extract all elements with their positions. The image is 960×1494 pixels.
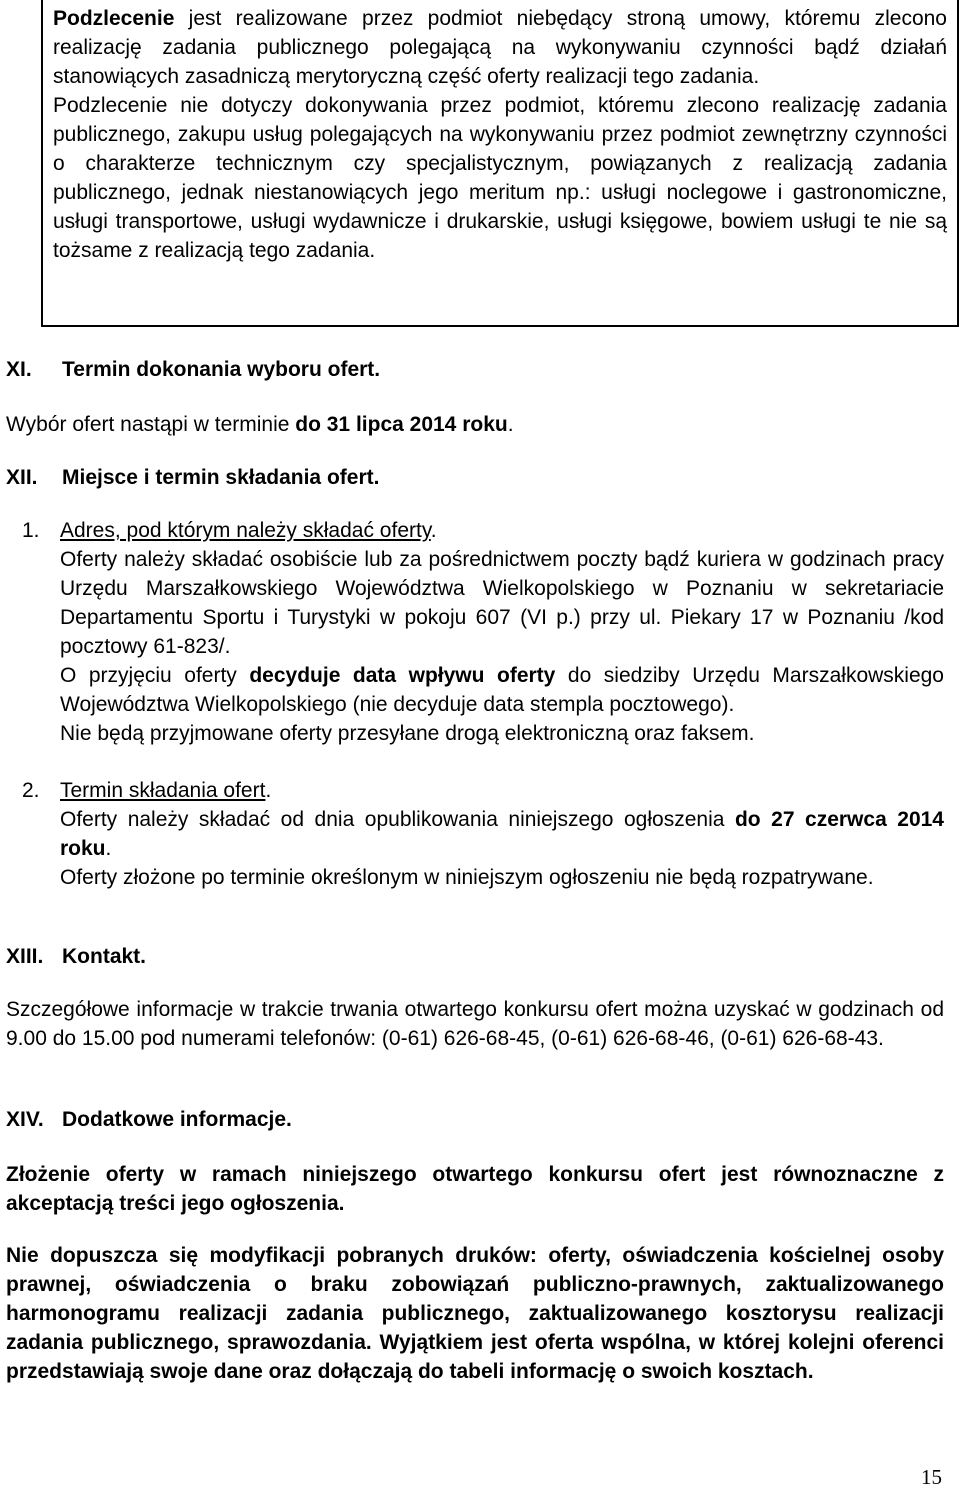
section-14-heading (6, 1105, 292, 1134)
page-number: 15 (921, 1465, 942, 1489)
list-item-2-body (60, 776, 944, 892)
s14-p1: Złożenie oferty w ramach niniejszego otwartego konkursu ofert jest równoznaczne z akceptacją treści jego ogłoszenia. (6, 1163, 944, 1215)
section-14-title: Dodatkowe informacje. (62, 1108, 292, 1131)
s11-date: do 31 lipca 2014 roku (295, 413, 508, 436)
section-13-title: Kontakt. (62, 945, 146, 968)
section-11-title: Termin dokonania wyboru ofert. (62, 358, 381, 381)
section-12-number: XII. (6, 466, 38, 489)
li1-p2-a: O przyjęciu oferty (60, 664, 250, 687)
list-item-1-heading: Adres, pod którym należy składać oferty (60, 519, 431, 542)
li2-p1-date: do 27 czerwca 2014 roku (60, 808, 944, 860)
box-paragraph-1 (53, 4, 947, 91)
section-14-p2 (6, 1241, 944, 1386)
li1-dot: . (430, 519, 437, 542)
box-paragraph-2: Podzlecenie nie dotyczy dokonywania przez podmiot, któremu zlecono realizację zadania publicznego, zakupu usług polegających na wykonywaniu przez podmiot zewnętrzny czynności o charakterze technicznym czy specjalistycznym, powiązanych z realizacją zadania publicznego, jednak niestanowiących jego meritum np.: usługi noclegowe i gastronomiczne, usługi transportowe, usługi wydawnicze i drukarskie, usługi księgowe, bowiem usługi te nie są tożsame z realizacją tego zadania. (53, 94, 947, 262)
list-item-2-p2: Oferty złożone po terminie określonym w niniejszym ogłoszeniu nie będą rozpatrywane. (60, 866, 874, 889)
section-14-p1 (6, 1160, 944, 1218)
section-13-text (6, 995, 944, 1053)
podzlecenie-box (41, 0, 959, 327)
box-p1-bold: Podzlecenie (53, 7, 175, 30)
list-item-2-heading: Termin składania ofert (60, 779, 266, 802)
list-item-2-number: 2. (22, 779, 40, 802)
s14-p2: Nie dopuszcza się modyfikacji pobranych druków: oferty, oświadczenia kościelnej osoby prawnej, oświadczenia o braku zobowiązań publiczno-prawnych, zaktualizowanego harmonogramu realizacji zadania publicznego, zaktualizowanego kosztorysu realizacji zadania publicznego, sprawozdania. Wyjątkiem jest oferta wspólna, w której kolejni oferenci przedstawiają swoje dane oraz dołączają do tabeli informację o swoich kosztach. (6, 1244, 944, 1383)
list-item-1-p3: Nie będą przyjmowane oferty przesyłane drogą elektroniczną oraz faksem. (60, 722, 755, 745)
list-item-1-body (60, 516, 944, 748)
section-12-heading (6, 463, 379, 492)
section-11-number: XI. (6, 358, 32, 381)
li1-p2-bold: decyduje data wpływu oferty (249, 664, 556, 687)
section-11-heading (6, 355, 380, 384)
s13-text: Szczegółowe informacje w trakcie trwania otwartego konkursu ofert można uzyskać w godzinach od 9.00 do 15.00 pod numerami telefonów: (0-61) 626-68-45, (0-61) 626-68-46, (0-61) 626-68-43. (6, 998, 944, 1050)
section-14-number: XIV. (6, 1108, 44, 1131)
section-13-number: XIII. (6, 945, 44, 968)
list-item-1-p1: Oferty należy składać osobiście lub za pośrednictwem poczty bądź kuriera w godzinach pracy Urzędu Marszałkowskiego Województwa Wielkopolskiego w Poznaniu w sekretariacie Departamentu Sportu i Turystyki w pokoju 607 (VI p.) przy ul. Piekary 17 w Poznaniu /kod pocztowy 61-823/. (60, 548, 944, 658)
section-11-text (6, 410, 946, 439)
box-p1-rest: jest realizowane przez podmiot niebędący stroną umowy, któremu zlecono realizację zadania publicznego polegającą na wykonywaniu czynności bądź działań stanowiących zasadniczą merytoryczną część oferty realizacji tego zadania. (53, 7, 947, 88)
s11-text-a: Wybór ofert nastąpi w terminie (6, 413, 296, 436)
li2-p1-a: Oferty należy składać od dnia opublikowania niniejszego ogłoszenia (60, 808, 735, 831)
li2-p1-c: . (105, 837, 112, 860)
li1-p2-c: do siedziby Urzędu Marszałkowskiego Województwa Wielkopolskiego (nie decyduje data stempla pocztowego). (60, 664, 944, 716)
section-12-title: Miejsce i termin składania ofert. (62, 466, 380, 489)
list-item-1 (22, 516, 944, 776)
list-item-1-number: 1. (22, 519, 40, 542)
li2-dot: . (265, 779, 272, 802)
section-13-heading (6, 942, 146, 971)
list-item-2 (22, 776, 944, 921)
s11-text-c: . (507, 413, 514, 436)
